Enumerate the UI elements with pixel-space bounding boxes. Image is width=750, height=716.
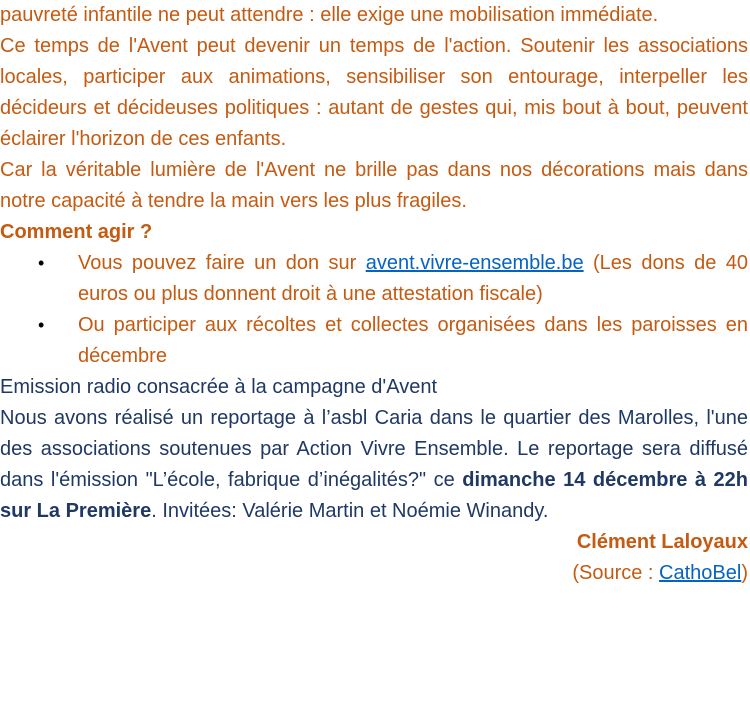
collection-text: Ou participer aux récoltes et collectes organisées dans les paroisses en décembre	[78, 314, 748, 367]
list-item-collection	[0, 310, 748, 372]
bullet-icon: •	[38, 253, 45, 273]
light-paragraph	[0, 155, 748, 217]
radio-text-2: .	[151, 500, 157, 522]
guests-text: Invitées: Valérie Martin et Noémie Winandy.	[162, 500, 549, 522]
action-text: Ce temps de l'Avent peut devenir un temps de l'action. Soutenir les associations locales, participer aux animations, sensibiliser son entourage, interpeller les décideurs et décideuses politiques : autant de gestes qui, mis bout à bout, peuvent éclairer l'horizon de ces enfants.	[0, 35, 748, 150]
source-link[interactable]: CathoBel	[659, 562, 742, 584]
donation-text-after: (Les dons de 40 euros ou plus donnent droit à une attestation fiscale)	[78, 252, 748, 305]
donation-link[interactable]: avent.vivre-ensemble.be	[365, 252, 584, 274]
source-suffix: )	[741, 562, 748, 584]
intro-paragraph-tail	[0, 0, 748, 31]
how-to-act-heading: Comment agir ?	[0, 221, 153, 243]
source-prefix: (Source :	[572, 562, 660, 584]
donation-text-before: Vous pouvez faire un don sur	[78, 252, 366, 274]
radio-title: Emission radio consacrée à la campagne d'Avent	[0, 376, 438, 398]
author-name: Clément Laloyaux	[576, 531, 748, 553]
list-item-donation	[0, 248, 748, 310]
light-text: Car la véritable lumière de l'Avent ne brille pas dans nos décorations mais dans notre capacité à tendre la main vers les plus fragiles.	[0, 159, 748, 212]
action-paragraph	[0, 31, 748, 155]
intro-text: pauvreté infantile ne peut attendre : elle exige une mobilisation immédiate.	[0, 4, 659, 26]
bullet-icon: •	[38, 315, 45, 335]
radio-broadcast-time: dimanche 14 décembre à 22h sur La Première	[0, 469, 748, 522]
radio-paragraph	[0, 403, 748, 527]
radio-text-1: Nous avons réalisé un reportage à l’asbl Caria dans le quartier des Marolles, l'une des associations soutenues par Action Vivre Ensemble. Le reportage sera diffusé dans l'émission "L’école, fabrique d’inégalités?" ce	[0, 407, 748, 491]
source-line	[0, 558, 748, 589]
action-list	[0, 248, 748, 372]
